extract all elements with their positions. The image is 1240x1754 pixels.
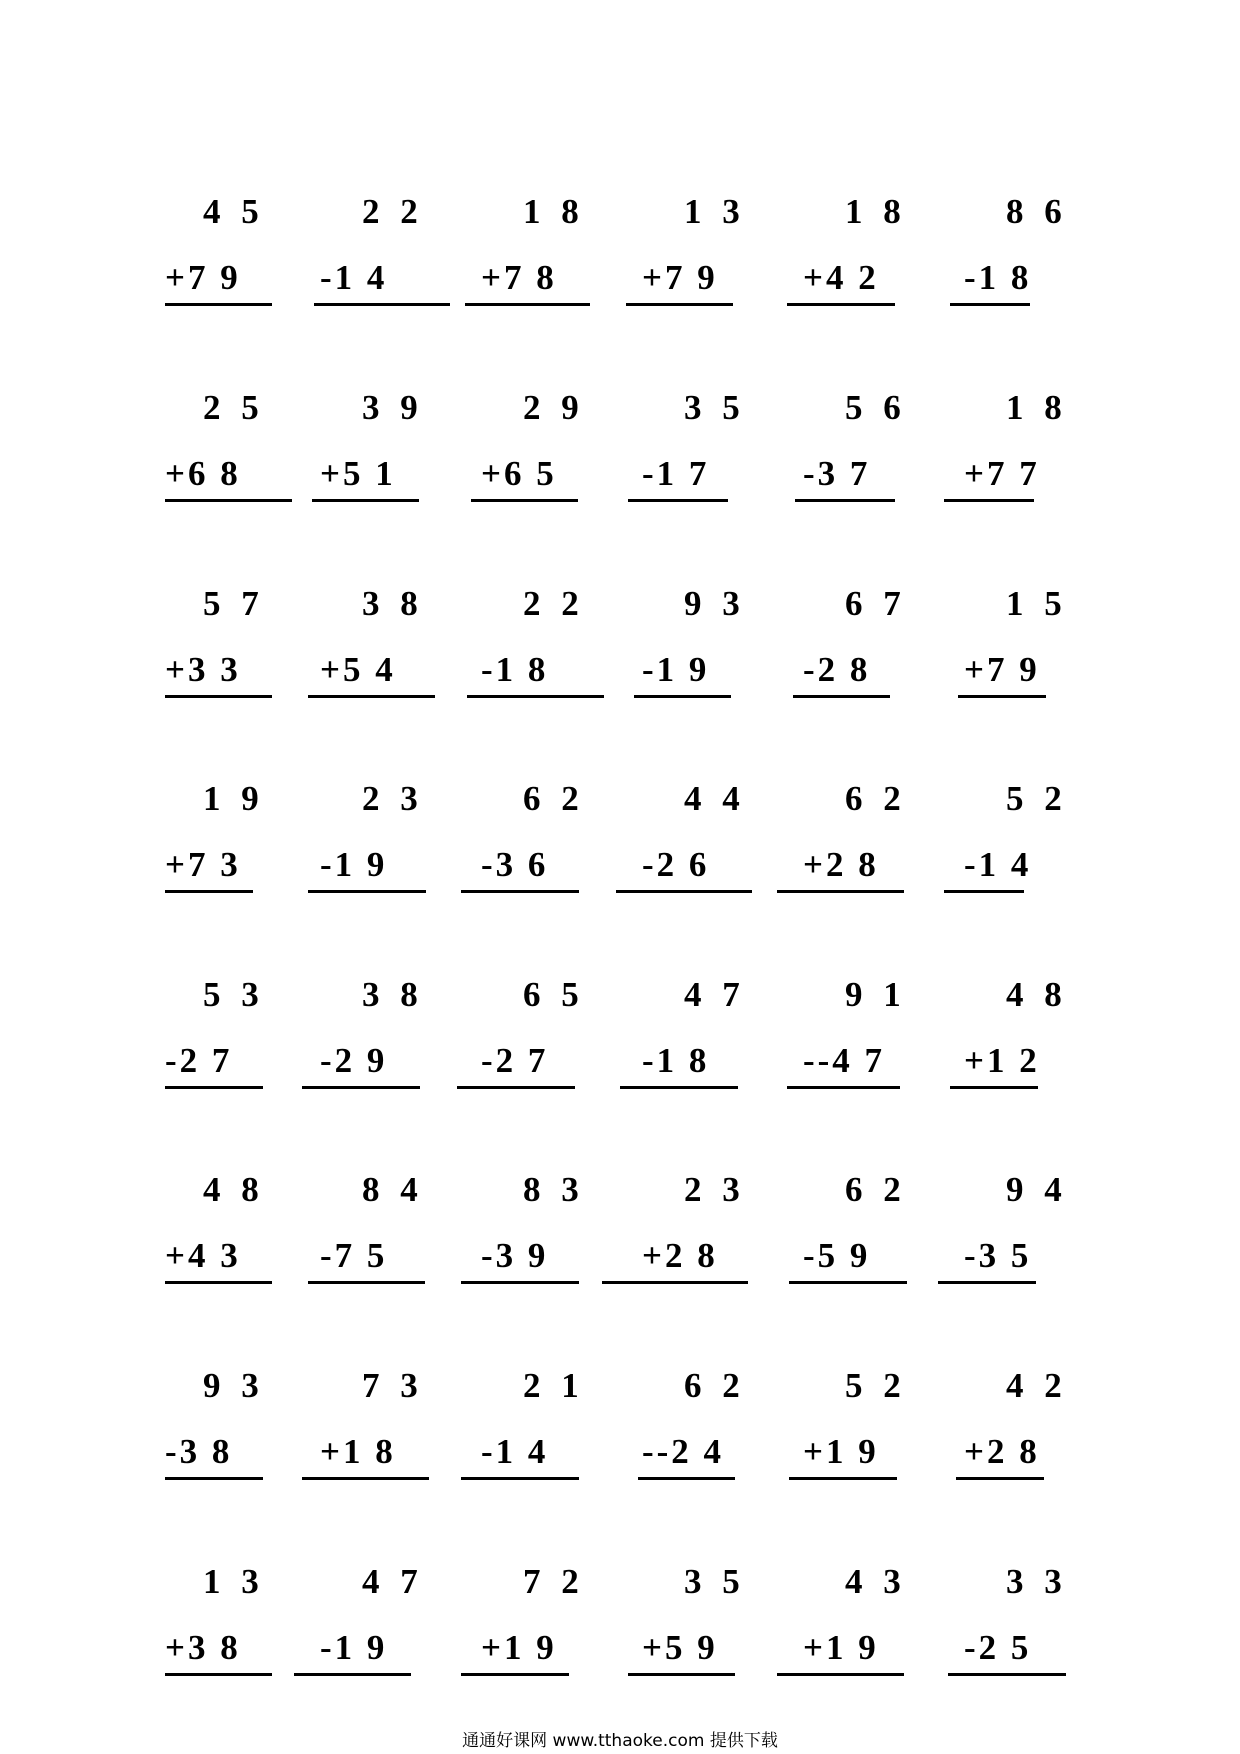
top-number: 4 7	[362, 1562, 424, 1601]
problem-item	[803, 1366, 953, 1486]
problem-item	[642, 388, 792, 508]
answer-line	[461, 890, 579, 893]
problem-item	[320, 192, 470, 312]
top-number: 2 9	[523, 388, 585, 427]
bottom-operand: +1 9	[481, 1628, 557, 1667]
problem-item	[803, 192, 953, 312]
answer-line	[165, 499, 292, 502]
bottom-operand: +1 9	[803, 1432, 879, 1471]
answer-line	[457, 1086, 575, 1089]
problem-item	[964, 1562, 1114, 1682]
problem-item	[320, 1562, 470, 1682]
top-number: 3 9	[362, 388, 424, 427]
problem-item	[964, 192, 1114, 312]
problem-item	[803, 1170, 953, 1290]
footer-text: 通通好课网 www.tthaoke.com 提供下载	[462, 1731, 778, 1751]
bottom-operand: +1 9	[803, 1628, 879, 1667]
problem-item	[481, 1170, 631, 1290]
top-number: 6 5	[523, 975, 585, 1014]
top-number: 4 4	[684, 779, 746, 818]
bottom-operand: +7 7	[964, 454, 1040, 493]
bottom-operand: +7 9	[165, 258, 241, 297]
problem-item	[964, 388, 1114, 508]
bottom-operand: --4 7	[803, 1041, 886, 1080]
problem-item	[964, 975, 1114, 1095]
bottom-operand: +1 2	[964, 1041, 1040, 1080]
answer-line	[950, 303, 1030, 306]
top-number: 6 2	[845, 779, 907, 818]
answer-line	[308, 890, 426, 893]
bottom-operand: -2 9	[320, 1041, 388, 1080]
problem-item	[642, 779, 792, 899]
problem-item	[481, 1366, 631, 1486]
answer-line	[956, 1477, 1044, 1480]
problem-item	[803, 584, 953, 704]
answer-line	[465, 303, 590, 306]
bottom-operand: -3 9	[481, 1236, 549, 1275]
bottom-operand: -1 9	[642, 650, 710, 689]
top-number: 5 3	[203, 975, 265, 1014]
top-number: 3 5	[684, 1562, 746, 1601]
answer-line	[789, 1281, 907, 1284]
bottom-operand: +4 3	[165, 1236, 241, 1275]
bottom-operand: +7 9	[642, 258, 718, 297]
bottom-operand: +5 4	[320, 650, 396, 689]
bottom-operand: -3 5	[964, 1236, 1032, 1275]
answer-line	[165, 1281, 272, 1284]
answer-line	[308, 1281, 425, 1284]
problem-item	[165, 1170, 315, 1290]
bottom-operand: +7 3	[165, 845, 241, 884]
bottom-operand: +6 8	[165, 454, 241, 493]
answer-line	[626, 303, 733, 306]
problem-item	[481, 388, 631, 508]
bottom-operand: -2 8	[803, 650, 871, 689]
bottom-operand: +2 8	[642, 1236, 718, 1275]
top-number: 7 2	[523, 1562, 585, 1601]
answer-line	[461, 1477, 579, 1480]
problem-item	[481, 1562, 631, 1682]
top-number: 6 7	[845, 584, 907, 623]
bottom-operand: +6 5	[481, 454, 557, 493]
answer-line	[958, 695, 1046, 698]
bottom-operand: -2 7	[481, 1041, 549, 1080]
problem-item	[320, 975, 470, 1095]
answer-line	[471, 499, 578, 502]
bottom-operand: +2 8	[803, 845, 879, 884]
top-number: 4 2	[1006, 1366, 1068, 1405]
top-number: 4 8	[203, 1170, 265, 1209]
answer-line	[948, 1673, 1066, 1676]
problem-item	[165, 1562, 315, 1682]
top-number: 4 8	[1006, 975, 1068, 1014]
problem-item	[481, 975, 631, 1095]
bottom-operand: +5 1	[320, 454, 396, 493]
answer-line	[944, 890, 1024, 893]
top-number: 6 2	[845, 1170, 907, 1209]
top-number: 3 3	[1006, 1562, 1068, 1601]
problem-item	[642, 1170, 792, 1290]
problem-item	[642, 1562, 792, 1682]
bottom-operand: -1 8	[642, 1041, 710, 1080]
answer-line	[777, 890, 904, 893]
top-number: 2 1	[523, 1366, 585, 1405]
bottom-operand: -3 7	[803, 454, 871, 493]
bottom-operand: -3 6	[481, 845, 549, 884]
top-number: 1 5	[1006, 584, 1068, 623]
answer-line	[165, 890, 253, 893]
answer-line	[165, 303, 272, 306]
top-number: 6 2	[523, 779, 585, 818]
answer-line	[165, 1477, 263, 1480]
answer-line	[602, 1281, 748, 1284]
bottom-operand: -1 8	[481, 650, 549, 689]
top-number: 7 3	[362, 1366, 424, 1405]
problem-item	[165, 584, 315, 704]
problem-item	[320, 388, 470, 508]
problem-item	[320, 1366, 470, 1486]
top-number: 2 3	[684, 1170, 746, 1209]
bottom-operand: -1 9	[320, 845, 388, 884]
problem-item	[803, 779, 953, 899]
top-number: 1 8	[523, 192, 585, 231]
answer-line	[314, 303, 450, 306]
bottom-operand: -2 5	[964, 1628, 1032, 1667]
problem-item	[481, 584, 631, 704]
answer-line	[302, 1477, 429, 1480]
problem-item	[964, 584, 1114, 704]
answer-line	[165, 1086, 263, 1089]
top-number: 5 2	[845, 1366, 907, 1405]
bottom-operand: -1 4	[320, 258, 388, 297]
top-number: 1 8	[1006, 388, 1068, 427]
top-number: 3 8	[362, 584, 424, 623]
answer-line	[294, 1673, 411, 1676]
top-number: 2 2	[523, 584, 585, 623]
bottom-operand: +4 2	[803, 258, 879, 297]
problem-item	[481, 192, 631, 312]
top-number: 9 4	[1006, 1170, 1068, 1209]
answer-line	[628, 499, 728, 502]
problem-item	[642, 975, 792, 1095]
bottom-operand: -1 9	[320, 1628, 388, 1667]
top-number: 9 1	[845, 975, 907, 1014]
answer-line	[467, 695, 604, 698]
top-number: 1 9	[203, 779, 265, 818]
bottom-operand: -3 8	[165, 1432, 233, 1471]
answer-line	[165, 1673, 272, 1676]
answer-line	[620, 1086, 738, 1089]
answer-line	[795, 499, 895, 502]
answer-line	[302, 1086, 420, 1089]
top-number: 4 3	[845, 1562, 907, 1601]
answer-line	[634, 695, 731, 698]
problem-item	[165, 192, 315, 312]
bottom-operand: +7 9	[964, 650, 1040, 689]
bottom-operand: +1 8	[320, 1432, 396, 1471]
bottom-operand: -1 4	[964, 845, 1032, 884]
problem-item	[481, 779, 631, 899]
top-number: 2 2	[362, 192, 424, 231]
problem-item	[165, 1366, 315, 1486]
problem-item	[803, 975, 953, 1095]
top-number: 2 3	[362, 779, 424, 818]
bottom-operand: -7 5	[320, 1236, 388, 1275]
answer-line	[944, 499, 1034, 502]
top-number: 6 2	[684, 1366, 746, 1405]
bottom-operand: -1 8	[964, 258, 1032, 297]
top-number: 8 4	[362, 1170, 424, 1209]
top-number: 1 3	[203, 1562, 265, 1601]
top-number: 3 5	[684, 388, 746, 427]
bottom-operand: +5 9	[642, 1628, 718, 1667]
top-number: 1 3	[684, 192, 746, 231]
bottom-operand: +2 8	[964, 1432, 1040, 1471]
answer-line	[461, 1673, 569, 1676]
bottom-operand: --2 4	[642, 1432, 725, 1471]
top-number: 9 3	[203, 1366, 265, 1405]
top-number: 5 2	[1006, 779, 1068, 818]
bottom-operand: -1 4	[481, 1432, 549, 1471]
problem-item	[165, 975, 315, 1095]
top-number: 4 5	[203, 192, 265, 231]
top-number: 8 6	[1006, 192, 1068, 231]
answer-line	[616, 890, 752, 893]
problem-item	[964, 779, 1114, 899]
bottom-operand: -1 7	[642, 454, 710, 493]
problem-item	[964, 1366, 1114, 1486]
top-number: 3 8	[362, 975, 424, 1014]
problem-item	[964, 1170, 1114, 1290]
bottom-operand: -5 9	[803, 1236, 871, 1275]
problem-item	[320, 1170, 470, 1290]
answer-line	[777, 1673, 904, 1676]
answer-line	[789, 1477, 897, 1480]
problem-item	[803, 1562, 953, 1682]
answer-line	[787, 303, 895, 306]
bottom-operand: +3 8	[165, 1628, 241, 1667]
problem-item	[320, 779, 470, 899]
problem-item	[165, 779, 315, 899]
answer-line	[312, 499, 419, 502]
problem-item	[642, 1366, 792, 1486]
top-number: 1 8	[845, 192, 907, 231]
answer-line	[461, 1281, 579, 1284]
answer-line	[165, 695, 272, 698]
problem-item	[803, 388, 953, 508]
answer-line	[787, 1086, 900, 1089]
top-number: 2 5	[203, 388, 265, 427]
bottom-operand: +7 8	[481, 258, 557, 297]
problem-item	[642, 584, 792, 704]
top-number: 5 7	[203, 584, 265, 623]
top-number: 5 6	[845, 388, 907, 427]
bottom-operand: +3 3	[165, 650, 241, 689]
answer-line	[628, 1673, 735, 1676]
problem-item	[165, 388, 315, 508]
top-number: 8 3	[523, 1170, 585, 1209]
answer-line	[638, 1477, 735, 1480]
answer-line	[950, 1086, 1038, 1089]
problem-item	[642, 192, 792, 312]
answer-line	[938, 1281, 1036, 1284]
answer-line	[793, 695, 890, 698]
top-number: 4 7	[684, 975, 746, 1014]
bottom-operand: -2 6	[642, 845, 710, 884]
answer-line	[308, 695, 435, 698]
bottom-operand: -2 7	[165, 1041, 233, 1080]
problem-item	[320, 584, 470, 704]
top-number: 9 3	[684, 584, 746, 623]
